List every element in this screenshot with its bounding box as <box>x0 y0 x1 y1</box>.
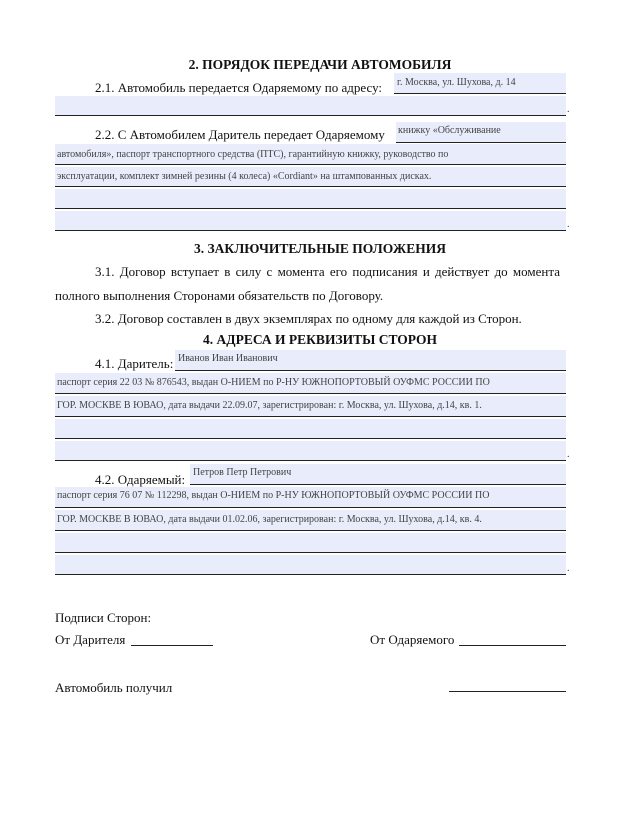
donor-underline-5 <box>55 460 566 461</box>
clause-3-1-line-1: 3.1. Договор вступает в силу с момента его подписания и действует до момента <box>95 264 560 279</box>
section-3-heading: 3. ЗАКЛЮЧИТЕЛЬНЫЕ ПОЛОЖЕНИЯ <box>194 241 446 256</box>
items-underline-2 <box>55 164 566 165</box>
donee-details-line-3[interactable] <box>55 533 566 552</box>
donee-signature-line[interactable] <box>459 645 566 646</box>
donee-details-2: ГОР. МОСКВЕ В ЮВАО, дата выдачи 01.02.06, зарегистрирован: г. Москва, ул. Шухова, д.14, кв. 4. <box>57 514 482 525</box>
received-signature-line[interactable] <box>449 691 566 692</box>
donor-signature-line[interactable] <box>131 645 213 646</box>
clause-2-1-label: 2.1. Автомобиль передается Одаряемому по адресу: <box>95 80 383 95</box>
address-underline <box>394 93 566 94</box>
donee-signature-label: От Одаряемого <box>370 632 455 647</box>
donor-signature-label: От Дарителя <box>55 632 126 647</box>
donor-underline-3 <box>55 416 566 417</box>
items-value-1: книжку «Обслуживание <box>398 125 501 136</box>
items-underline-5 <box>55 230 566 231</box>
line-end-dot: . <box>567 449 570 460</box>
items-value-3: эксплуатации, комплект зимней резины (4 колеса) «Cordiant» на штампованных дисках. <box>57 171 432 182</box>
items-field-line-5[interactable] <box>55 211 566 230</box>
donee-name: Петров Петр Петрович <box>193 467 292 478</box>
donee-details-1: паспорт серия 76 07 № 112298, выдан О-НИЕМ по Р-НУ ЮЖНОПОРТОВЫЙ ОУФМС РОССИИ ПО <box>57 490 490 501</box>
donee-underline-2 <box>55 507 566 508</box>
donor-underline-4 <box>55 438 566 439</box>
items-underline-1 <box>396 142 566 143</box>
donor-details-line-3[interactable] <box>55 419 566 438</box>
donee-label: 4.2. Одаряемый: <box>95 472 186 487</box>
donor-underline-2 <box>55 393 566 394</box>
donor-label: 4.1. Даритель: <box>95 356 174 371</box>
donee-details-line-4[interactable] <box>55 555 566 574</box>
donor-details-1: паспорт серия 22 03 № 876543, выдан О-НИЕМ по Р-НУ ЮЖНОПОРТОВЫЙ ОУФМС РОССИИ ПО <box>57 377 490 388</box>
donor-name: Иванов Иван Иванович <box>178 353 278 364</box>
clause-2-2-label: 2.2. С Автомобилем Даритель передает Одаряемому <box>95 127 385 142</box>
donor-details-2: ГОР. МОСКВЕ В ЮВАО, дата выдачи 22.09.07, зарегистрирован: г. Москва, ул. Шухова, д.14, кв. 1. <box>57 400 482 411</box>
items-underline-4 <box>55 208 566 209</box>
items-field-line-4[interactable] <box>55 189 566 208</box>
clause-3-2: 3.2. Договор составлен в двух экземплярах по одному для каждой из Сторон. <box>95 311 522 326</box>
received-label: Автомобиль получил <box>55 680 173 695</box>
address-field-line-2[interactable] <box>55 96 566 115</box>
donee-underline-3 <box>55 530 566 531</box>
donee-underline-5 <box>55 574 566 575</box>
donee-underline-1 <box>190 484 566 485</box>
clause-3-1-line-2: полного выполнения Сторонами обязательств по Договору. <box>55 288 384 303</box>
address-value: г. Москва, ул. Шухова, д. 14 <box>397 77 516 88</box>
donor-underline-1 <box>175 370 566 371</box>
donor-details-line-4[interactable] <box>55 441 566 460</box>
items-value-2: автомобиля», паспорт транспортного средства (ПТС), гарантийную книжку, руководство по <box>57 149 449 160</box>
signatures-title: Подписи Сторон: <box>55 610 152 625</box>
section-2-heading: 2. ПОРЯДОК ПЕРЕДАЧИ АВТОМОБИЛЯ <box>188 57 452 72</box>
section-4-heading: 4. АДРЕСА И РЕКВИЗИТЫ СТОРОН <box>203 332 437 347</box>
items-underline-3 <box>55 186 566 187</box>
donee-underline-4 <box>55 552 566 553</box>
line-end-dot: . <box>567 104 570 115</box>
line-end-dot: . <box>567 563 570 574</box>
address-underline-2 <box>55 115 566 116</box>
line-end-dot: . <box>567 219 570 230</box>
